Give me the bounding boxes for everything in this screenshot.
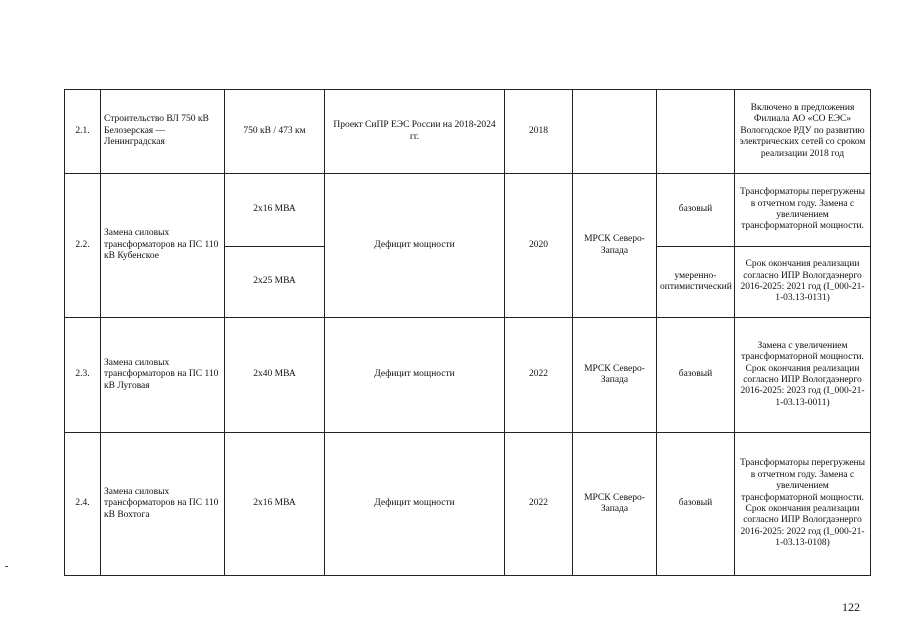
table-row	[65, 433, 871, 576]
org-cell: МРСК Северо-Запада	[573, 318, 657, 433]
projects-table	[64, 89, 871, 576]
reason-cell: Дефицит мощности	[325, 318, 505, 433]
reason-cell: Проект СиПР ЕЭС России на 2018-2024 гг.	[325, 90, 505, 174]
page-number: 122	[842, 600, 860, 614]
row-number: 2.4.	[65, 433, 101, 576]
row-number: 2.2.	[65, 174, 101, 318]
org-cell: МРСК Северо-Запада	[573, 174, 657, 318]
row-number: 2.1.	[65, 90, 101, 174]
parameter-cell: 750 кВ / 473 км	[225, 90, 325, 174]
scenario-cell: базовый	[657, 318, 735, 433]
note-cell: Трансформаторы перегружены в отчетном году. Замена с увеличением трансформаторной мощности. Срок окончания реализации согласно ИПР Вологдаэнерго 2016-2025: 2022 год (I_000-21-1-03.13-0108)	[735, 433, 871, 576]
note-cell: Срок окончания реализации согласно ИПР Вологдаэнерго 2016-2025: 2021 год (I_000-21-1-03.13-0131)	[735, 247, 871, 318]
parameter-cell: 2х16 МВА	[225, 174, 325, 247]
reason-cell: Дефицит мощности	[325, 174, 505, 318]
object-name: Замена силовых трансформаторов на ПС 110 кВ Кубенское	[101, 174, 225, 318]
org-cell	[573, 90, 657, 174]
year-cell: 2022	[505, 318, 573, 433]
note-cell: Включено в предложения Филиала АО «СО ЕЭС» Вологодское РДУ по развитию электрических сетей со сроком реализации 2018 год	[735, 90, 871, 174]
table-row	[65, 318, 871, 433]
year-cell: 2018	[505, 90, 573, 174]
parameter-cell: 2х40 МВА	[225, 318, 325, 433]
scenario-cell: базовый	[657, 174, 735, 247]
parameter-cell: 2х16 МВА	[225, 433, 325, 576]
note-cell: Замена с увеличением трансформаторной мощности. Срок окончания реализации согласно ИПР Вологдаэнерго 2016-2025: 2023 год (I_000-21-1-03.13-0011)	[735, 318, 871, 433]
scenario-cell: умеренно-оптимистический	[657, 247, 735, 318]
scenario-cell: базовый	[657, 433, 735, 576]
scan-edge-mark	[5, 566, 8, 567]
year-cell: 2020	[505, 174, 573, 318]
object-name: Замена силовых трансформаторов на ПС 110 кВ Луговая	[101, 318, 225, 433]
parameter-cell: 2х25 МВА	[225, 247, 325, 318]
object-name: Строительство ВЛ 750 кВ Белозерская — Ленинградская	[101, 90, 225, 174]
row-number: 2.3.	[65, 318, 101, 433]
table-row	[65, 90, 871, 174]
object-name: Замена силовых трансформаторов на ПС 110 кВ Вохтога	[101, 433, 225, 576]
scenario-cell	[657, 90, 735, 174]
year-cell: 2022	[505, 433, 573, 576]
org-cell: МРСК Северо-Запада	[573, 433, 657, 576]
table-row	[65, 174, 871, 247]
reason-cell: Дефицит мощности	[325, 433, 505, 576]
note-cell: Трансформаторы перегружены в отчетном году. Замена с увеличением трансформаторной мощности.	[735, 174, 871, 247]
